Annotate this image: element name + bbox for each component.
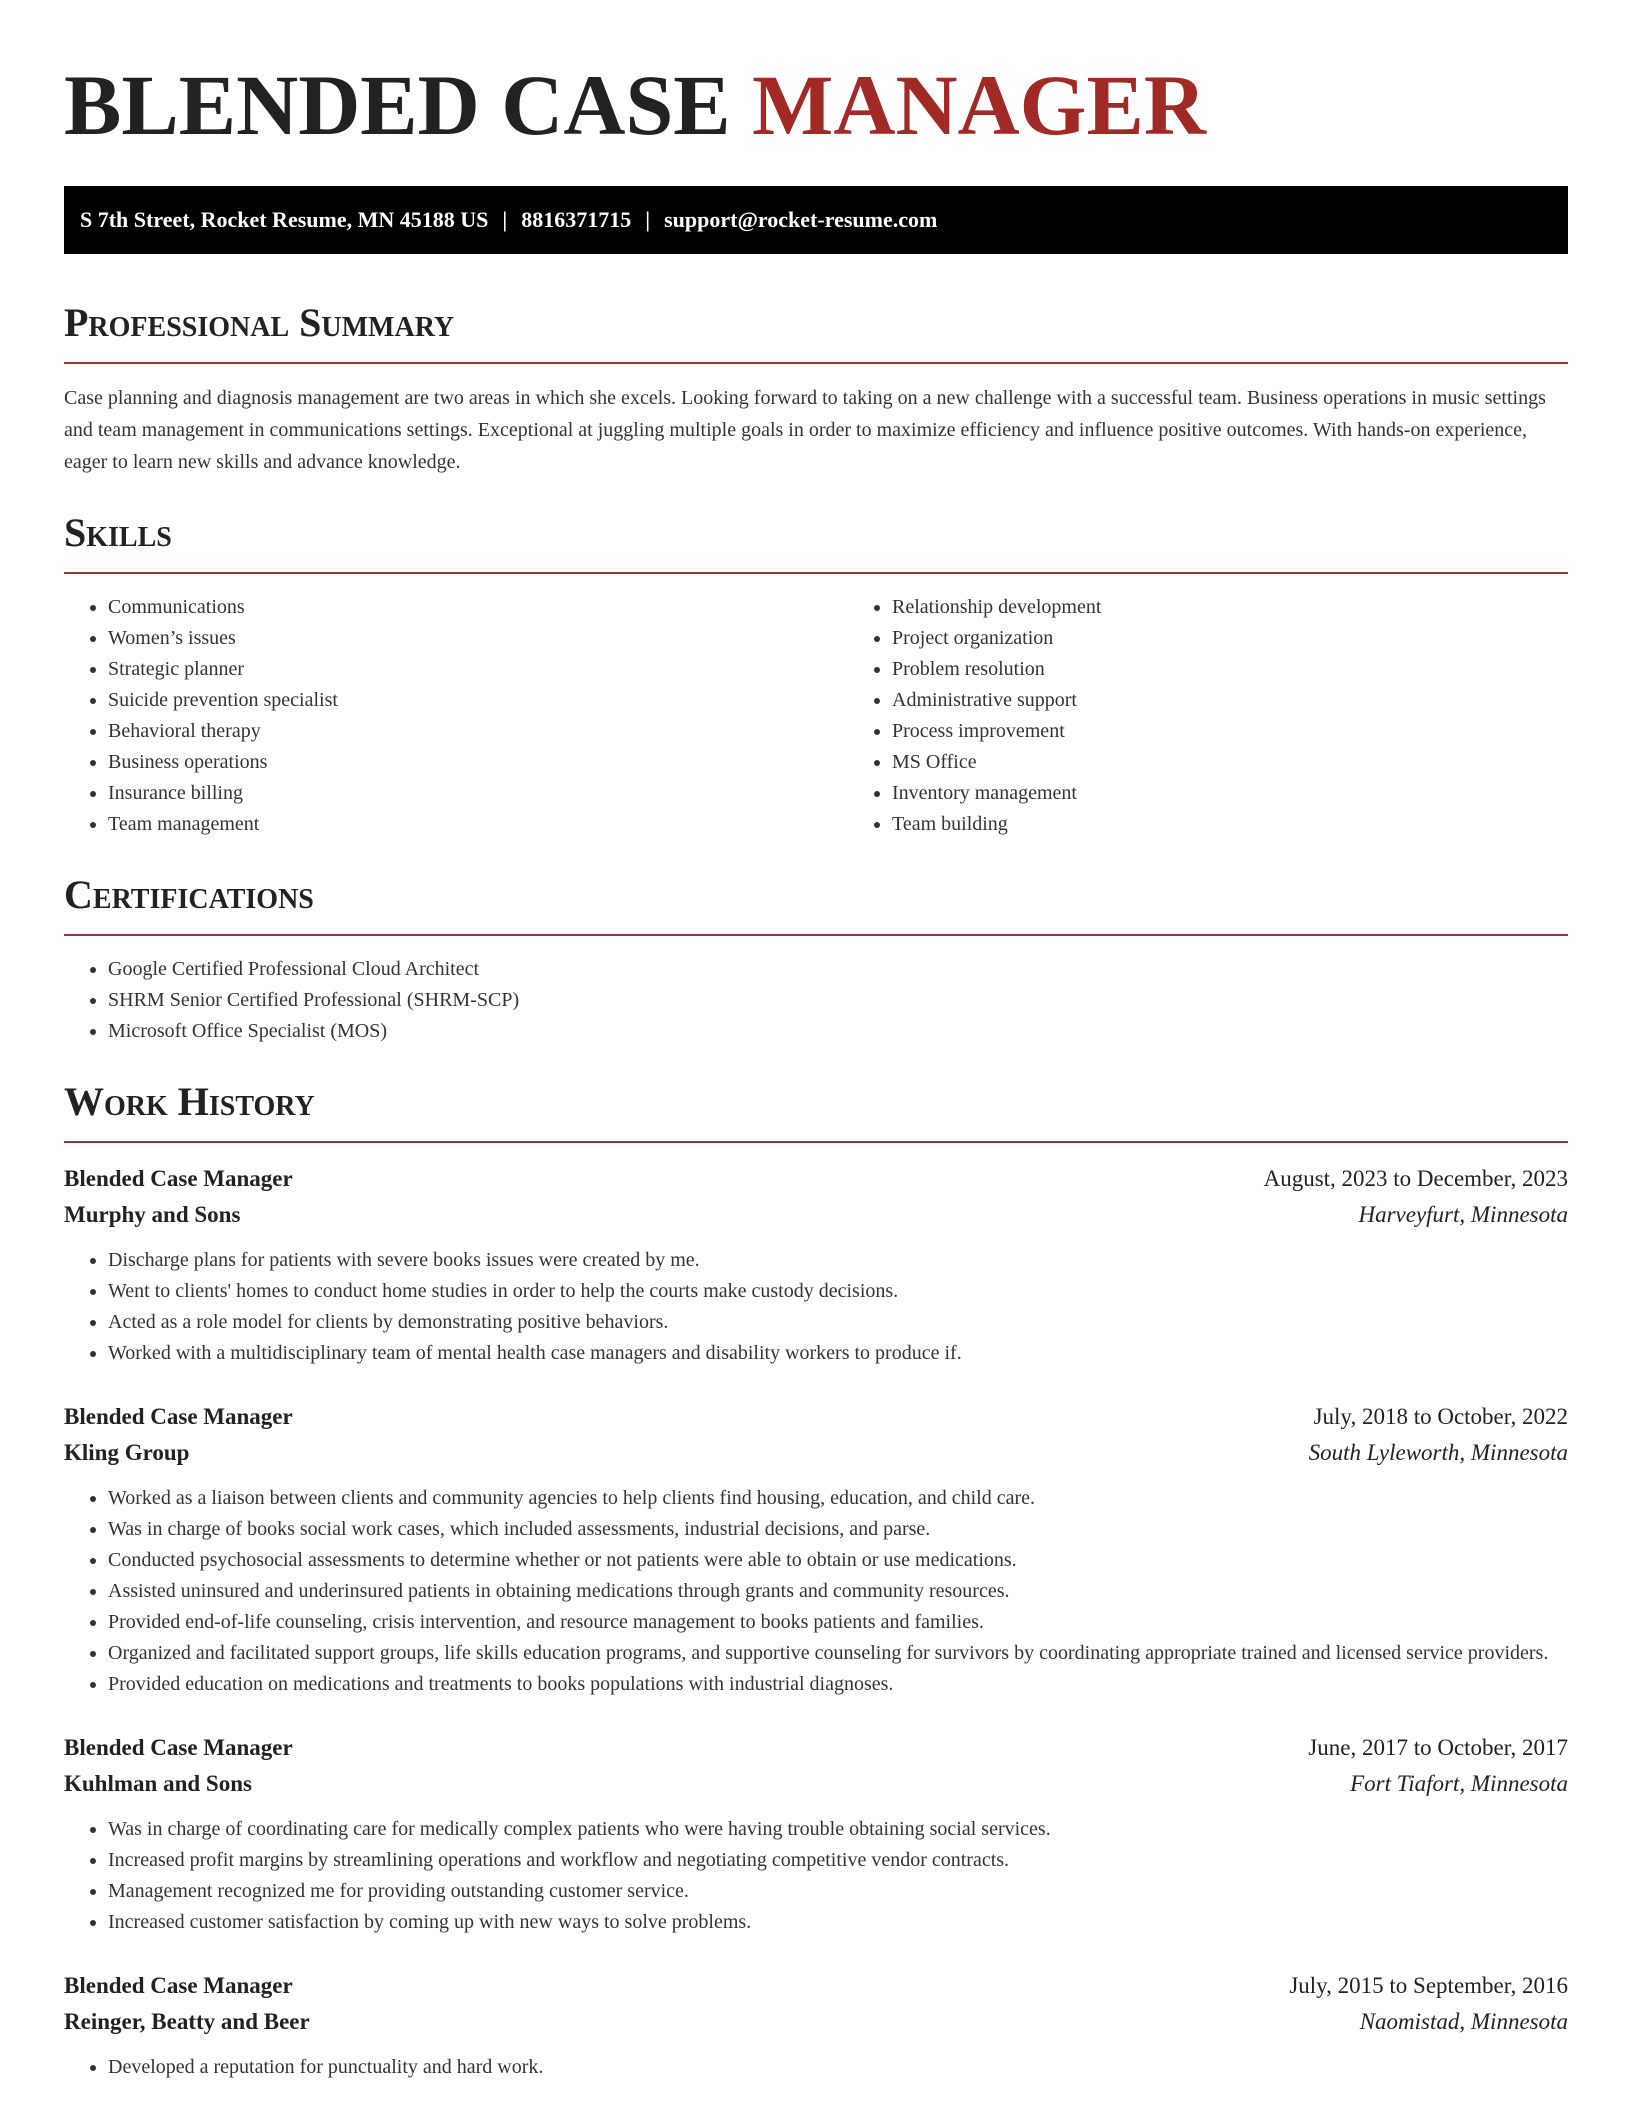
job-duty: • Was in charge of books social work cases, which included assessments, industrial decisions, and parse. xyxy=(108,1514,1568,1545)
skill-item: • Relationship development xyxy=(892,592,1632,623)
job-dates: July, 2018 to October, 2022 xyxy=(1313,1404,1568,1429)
certification-item: • Google Certified Professional Cloud Architect xyxy=(108,954,1568,985)
job-duty: • Conducted psychosocial assessments to determine whether or not patients were able to obtain or use medications. xyxy=(108,1545,1568,1576)
job-duty: • Discharge plans for patients with severe books issues were created by me. xyxy=(108,1245,1568,1276)
contact-phone: 8816371715 xyxy=(521,207,632,232)
skill-item: • Business operations xyxy=(108,747,848,778)
section-divider xyxy=(64,934,1568,936)
job-dates: July, 2015 to September, 2016 xyxy=(1289,1973,1568,1998)
skills-heading: Skills xyxy=(64,510,172,555)
contact-address: S 7th Street, Rocket Resume, MN 45188 US xyxy=(80,207,489,232)
skills-grid xyxy=(64,592,1568,840)
skills-list-left xyxy=(64,592,848,840)
contact-separator: | xyxy=(645,207,651,232)
title-accent: MANAGER xyxy=(752,57,1207,153)
skill-item: • Insurance billing xyxy=(108,778,848,809)
skill-item: • Problem resolution xyxy=(892,654,1632,685)
job-duty: • Assisted uninsured and underinsured patients in obtaining medications through grants and community resources. xyxy=(108,1576,1568,1607)
job-subheader-row xyxy=(64,1197,1568,1233)
job-dates: June, 2017 to October, 2017 xyxy=(1308,1735,1568,1760)
job-duty: • Worked as a liaison between clients and community agencies to help clients find housing, education, and child care. xyxy=(108,1483,1568,1514)
job-header-row xyxy=(64,1161,1568,1197)
certifications-list xyxy=(64,954,1568,1047)
skill-item: • Communications xyxy=(108,592,848,623)
job-duty: • Increased customer satisfaction by coming up with new ways to solve problems. xyxy=(108,1907,1568,1938)
job-header-row xyxy=(64,1968,1568,2004)
skill-item: • Process improvement xyxy=(892,716,1632,747)
skills-list-right xyxy=(848,592,1632,840)
job-company: Kling Group xyxy=(64,1440,190,1465)
contact-separator: | xyxy=(502,207,508,232)
summary-text: Case planning and diagnosis management are two areas in which she excels. Looking forward to taking on a new challenge with a successful team. Business operations in music settings and team management in communications settings. Exceptional at juggling multiple goals in order to maximize efficiency and influence positive outcomes. With hands-on experience, eager to learn new skills and advance knowledge. xyxy=(64,387,1546,473)
job-dates: August, 2023 to December, 2023 xyxy=(1263,1166,1568,1191)
job-company: Kuhlman and Sons xyxy=(64,1771,252,1796)
job-location: Harveyfurt, Minnesota xyxy=(1358,1202,1568,1227)
skill-item: • Women’s issues xyxy=(108,623,848,654)
job-title: Blended Case Manager xyxy=(64,1404,293,1429)
resume-title xyxy=(64,50,1568,160)
skill-item: • Team management xyxy=(108,809,848,840)
certification-item: • Microsoft Office Specialist (MOS) xyxy=(108,1016,1568,1047)
certifications-heading: Certifications xyxy=(64,872,314,917)
job-header-row xyxy=(64,1730,1568,1766)
job-duty: • Organized and facilitated support groups, life skills education programs, and supportive counseling for survivors by coordinating appropriate trained and licensed service providers. xyxy=(108,1638,1568,1669)
job-title: Blended Case Manager xyxy=(64,1973,293,1998)
job-entry xyxy=(64,1161,1568,1369)
certification-item: • SHRM Senior Certified Professional (SHRM-SCP) xyxy=(108,985,1568,1016)
work-history-heading: Work History xyxy=(64,1079,315,1124)
skill-item: • Project organization xyxy=(892,623,1632,654)
certifications-section xyxy=(64,870,1568,1047)
job-subheader-row xyxy=(64,1435,1568,1471)
job-location: Naomistad, Minnesota xyxy=(1359,2009,1568,2034)
section-divider xyxy=(64,362,1568,364)
job-duty: • Acted as a role model for clients by demonstrating positive behaviors. xyxy=(108,1307,1568,1338)
job-duties xyxy=(64,2052,1568,2083)
job-duty: • Management recognized me for providing outstanding customer service. xyxy=(108,1876,1568,1907)
job-location: South Lyleworth, Minnesota xyxy=(1308,1440,1568,1465)
summary-section xyxy=(64,298,1568,478)
job-duties xyxy=(64,1814,1568,1938)
section-divider xyxy=(64,572,1568,574)
skill-item: • Strategic planner xyxy=(108,654,848,685)
work-history-section xyxy=(64,1077,1568,2083)
job-header-row xyxy=(64,1399,1568,1435)
skills-section xyxy=(64,508,1568,840)
contact-bar xyxy=(64,186,1568,254)
job-duty: • Increased profit margins by streamlining operations and workflow and negotiating competitive vendor contracts. xyxy=(108,1845,1568,1876)
job-company: Murphy and Sons xyxy=(64,1202,241,1227)
job-duty: • Was in charge of coordinating care for medically complex patients who were having trouble obtaining social services. xyxy=(108,1814,1568,1845)
job-duty: • Went to clients' homes to conduct home studies in order to help the courts make custody decisions. xyxy=(108,1276,1568,1307)
job-duty: • Provided education on medications and treatments to books populations with industrial diagnoses. xyxy=(108,1669,1568,1700)
contact-email: support@rocket-resume.com xyxy=(664,207,938,232)
section-divider xyxy=(64,1141,1568,1143)
skill-item: • Behavioral therapy xyxy=(108,716,848,747)
skill-item: • Team building xyxy=(892,809,1632,840)
job-duty: • Developed a reputation for punctuality and hard work. xyxy=(108,2052,1568,2083)
job-subheader-row xyxy=(64,1766,1568,1802)
job-duties xyxy=(64,1483,1568,1700)
job-entry xyxy=(64,1730,1568,1938)
skill-item: • Inventory management xyxy=(892,778,1632,809)
job-title: Blended Case Manager xyxy=(64,1735,293,1760)
job-duty: • Worked with a multidisciplinary team of mental health case managers and disability workers to produce if. xyxy=(108,1338,1568,1369)
job-location: Fort Tiafort, Minnesota xyxy=(1350,1771,1568,1796)
job-company: Reinger, Beatty and Beer xyxy=(64,2009,310,2034)
title-main: BLENDED CASE xyxy=(64,57,731,153)
skill-item: • MS Office xyxy=(892,747,1632,778)
job-entry xyxy=(64,1968,1568,2083)
skill-item: • Suicide prevention specialist xyxy=(108,685,848,716)
job-subheader-row xyxy=(64,2004,1568,2040)
job-duties xyxy=(64,1245,1568,1369)
job-entry xyxy=(64,1399,1568,1700)
job-title: Blended Case Manager xyxy=(64,1166,293,1191)
job-duty: • Provided end-of-life counseling, crisis intervention, and resource management to books patients and families. xyxy=(108,1607,1568,1638)
skill-item: • Administrative support xyxy=(892,685,1632,716)
summary-heading: Professional Summary xyxy=(64,300,455,345)
